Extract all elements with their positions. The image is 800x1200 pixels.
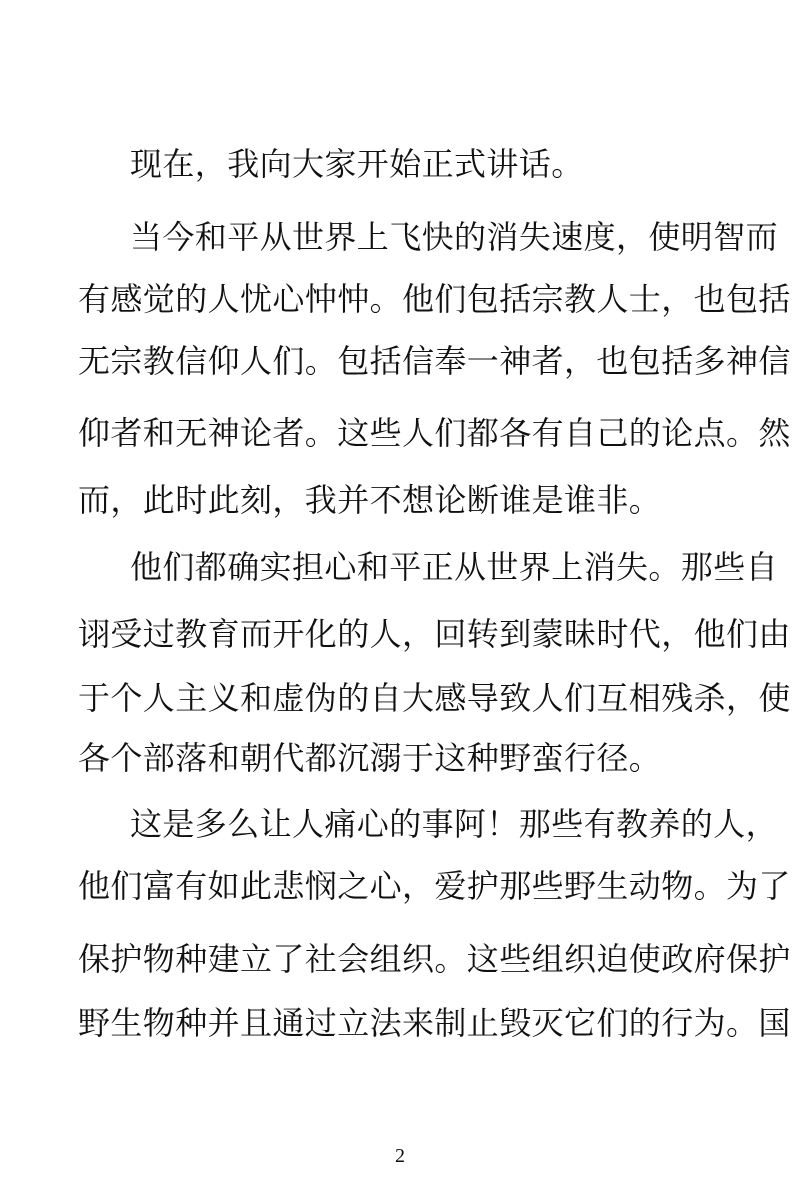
text-line: 有感觉的人忧心忡忡。他们包括宗教人士，也包括: [78, 280, 791, 318]
text-line: 野生物种并且通过立法来制止毁灭它们的行为。国: [78, 1004, 791, 1042]
text-line: 各个部落和朝代都沉溺于这种野蛮行径。: [78, 739, 662, 777]
text-line: 而，此时此刻，我并不想论断谁是谁非。: [78, 481, 662, 519]
text-line: 现在，我向大家开始正式讲话。: [130, 145, 584, 183]
text-line: 仰者和无神论者。这些人们都各有自己的论点。然: [78, 414, 791, 452]
text-line: 当今和平从世界上飞快的消失速度，使明智而: [130, 218, 779, 256]
page-number: 2: [395, 1145, 405, 1167]
text-line: 这是多么让人痛心的事阿！那些有教养的人，: [130, 805, 779, 843]
text-line: 于个人主义和虚伪的自大感导致人们互相残杀，使: [78, 679, 791, 717]
text-line: 保护物种建立了社会组织。这些组织迫使政府保护: [78, 940, 791, 978]
text-line: 他们都确实担心和平正从世界上消失。那些自: [130, 548, 779, 586]
text-line: 无宗教信仰人们。包括信奉一神者，也包括多神信: [78, 342, 791, 380]
text-line: 诩受过教育而开化的人，回转到蒙昧时代，他们由: [78, 615, 791, 653]
text-line: 他们富有如此悲悯之心，爱护那些野生动物。为了: [78, 867, 791, 905]
